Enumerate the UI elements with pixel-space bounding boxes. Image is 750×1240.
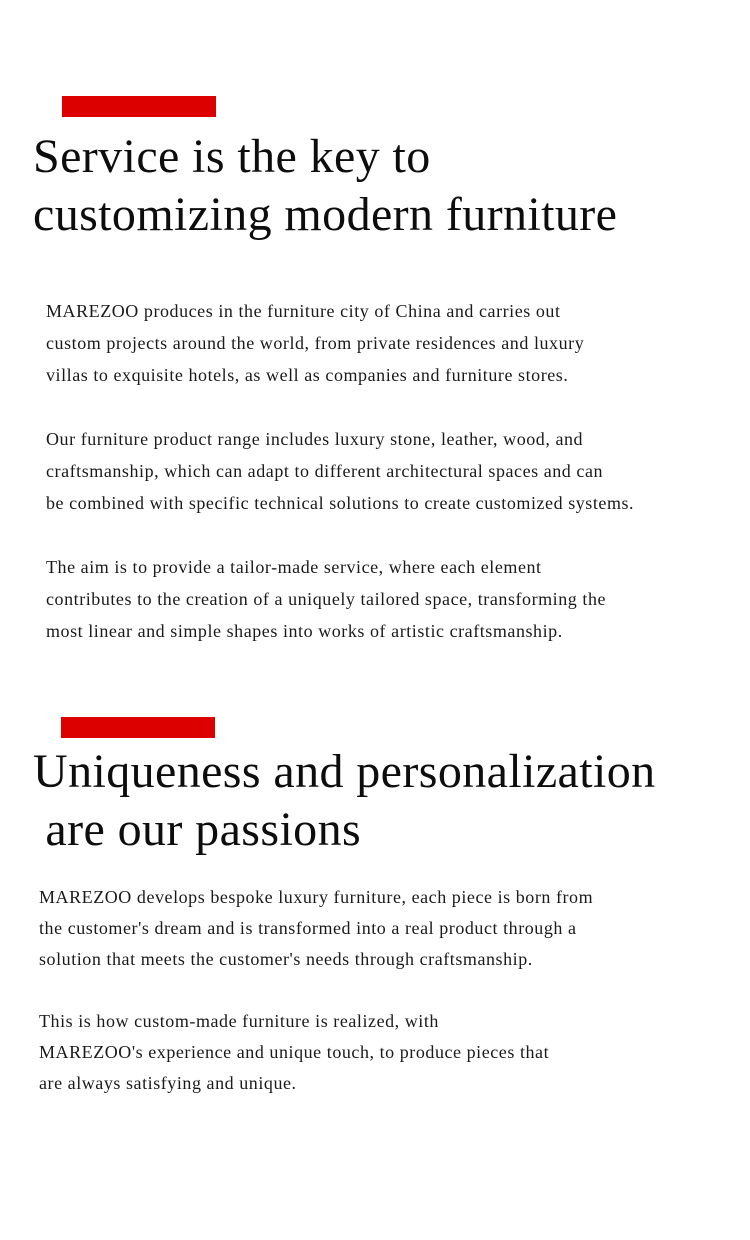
- paragraph-line: custom projects around the world, from private residences and luxury: [46, 333, 585, 353]
- custom-made-paragraph: [39, 1006, 549, 1099]
- heading-line: Service is the key to: [33, 130, 431, 183]
- aim-paragraph: [46, 551, 606, 647]
- paragraph-line: the customer's dream and is transformed into a real product through a: [39, 918, 577, 938]
- paragraph-line: most linear and simple shapes into works of artistic craftsmanship.: [46, 621, 563, 641]
- paragraph-line: craftsmanship, which can adapt to different architectural spaces and can: [46, 461, 604, 481]
- heading-line: Uniqueness and personalization: [33, 745, 656, 798]
- paragraph-line: be combined with specific technical solutions to create customized systems.: [46, 493, 635, 513]
- paragraph-line: The aim is to provide a tailor-made service, where each element: [46, 557, 542, 577]
- paragraph-line: This is how custom-made furniture is realized, with: [39, 1011, 439, 1031]
- accent-bar: [61, 717, 215, 738]
- heading-line: are our passions: [33, 803, 362, 856]
- paragraph-line: contributes to the creation of a uniquely tailored space, transforming the: [46, 589, 607, 609]
- section-heading: [33, 743, 750, 859]
- section-heading: [33, 128, 733, 244]
- product-range-paragraph: [46, 423, 634, 519]
- paragraph-line: solution that meets the customer's needs through craftsmanship.: [39, 949, 533, 969]
- paragraph-line: MAREZOO's experience and unique touch, to produce pieces that: [39, 1042, 550, 1062]
- paragraph-line: villas to exquisite hotels, as well as companies and furniture stores.: [46, 365, 569, 385]
- paragraph-line: MAREZOO develops bespoke luxury furniture, each piece is born from: [39, 887, 594, 907]
- bespoke-paragraph: [39, 882, 593, 975]
- heading-line: customizing modern furniture: [33, 188, 618, 241]
- paragraph-line: Our furniture product range includes luxury stone, leather, wood, and: [46, 429, 584, 449]
- paragraph-line: MAREZOO produces in the furniture city of China and carries out: [46, 301, 561, 321]
- intro-paragraph: [46, 295, 584, 391]
- paragraph-line: are always satisfying and unique.: [39, 1073, 297, 1093]
- accent-bar: [62, 96, 216, 117]
